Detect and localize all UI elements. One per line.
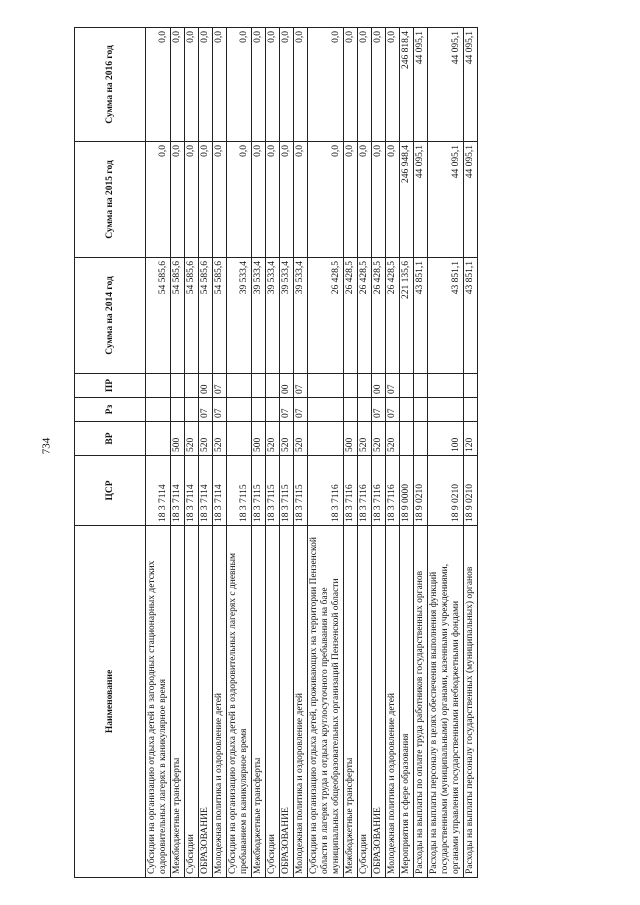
cell-name: Мероприятия в сфере образования (400, 526, 414, 878)
cell-sum-2014: 39 533,4 (266, 258, 280, 374)
cell-sum-2014: 54 585,6 (171, 258, 185, 374)
cell-rz (414, 398, 428, 422)
table-body (146, 28, 478, 878)
cell-rz (344, 398, 358, 422)
cell-rz (464, 398, 478, 422)
cell-name: ОБРАЗОВАНИЕ (199, 526, 213, 878)
cell-name: Субсидии (358, 526, 372, 878)
table-row (414, 28, 428, 878)
cell-name: Расходы на выплаты персоналу государственных (муниципальных) органов (464, 526, 478, 878)
cell-rz (171, 398, 185, 422)
cell-sum-2014: 26 428,5 (308, 258, 344, 374)
cell-vr: 520 (386, 422, 400, 456)
table-row (358, 28, 372, 878)
cell-rz: 07 (294, 398, 308, 422)
cell-name: Межбюджетные трансферты (252, 526, 266, 878)
cell-csr: 18 3 7115 (280, 456, 294, 526)
cell-name: Молодежная политика и оздоровление детей (294, 526, 308, 878)
cell-vr (400, 422, 414, 456)
cell-name: Молодежная политика и оздоровление детей (386, 526, 400, 878)
cell-sum-2014: 39 533,4 (252, 258, 266, 374)
cell-sum-2014: 39 533,4 (280, 258, 294, 374)
cell-sum-2016: 0,0 (280, 28, 294, 142)
cell-name: Субсидии на организацию отдыха детей в загородных стационарных детских оздоровительных лагерях в каникулярное время (146, 526, 171, 878)
cell-sum-2015: 0,0 (185, 142, 199, 258)
cell-rz: 07 (280, 398, 294, 422)
cell-csr: 18 9 0210 (464, 456, 478, 526)
cell-csr: 18 3 7115 (294, 456, 308, 526)
cell-pr: 07 (386, 374, 400, 398)
cell-sum-2014: 26 428,5 (358, 258, 372, 374)
budget-table (74, 27, 478, 878)
rotated-table-container (74, 28, 614, 878)
cell-csr: 18 3 7114 (199, 456, 213, 526)
table-row (308, 28, 344, 878)
cell-sum-2015: 0,0 (146, 142, 171, 258)
table-row (400, 28, 414, 878)
table-row (227, 28, 252, 878)
cell-sum-2014: 54 585,6 (185, 258, 199, 374)
cell-csr: 18 3 7114 (213, 456, 227, 526)
table-row (146, 28, 171, 878)
cell-rz: 07 (199, 398, 213, 422)
cell-vr: 500 (252, 422, 266, 456)
cell-sum-2015: 0,0 (252, 142, 266, 258)
table-row (428, 28, 464, 878)
page-number: 734 (40, 437, 53, 455)
cell-sum-2014: 54 585,6 (199, 258, 213, 374)
table-row (372, 28, 386, 878)
cell-vr: 520 (358, 422, 372, 456)
table-header-row (75, 28, 146, 878)
cell-sum-2016: 0,0 (308, 28, 344, 142)
cell-csr: 18 3 7114 (146, 456, 171, 526)
cell-vr (146, 422, 171, 456)
cell-sum-2016: 0,0 (252, 28, 266, 142)
cell-pr (252, 374, 266, 398)
cell-csr: 18 9 0210 (414, 456, 428, 526)
cell-pr (171, 374, 185, 398)
cell-name: Субсидии на организацию отдыха детей в оздоровительных лагерях с дневным пребыванием в каникулярное время (227, 526, 252, 878)
cell-name: ОБРАЗОВАНИЕ (280, 526, 294, 878)
cell-sum-2014: 26 428,5 (344, 258, 358, 374)
cell-vr (414, 422, 428, 456)
cell-pr: 07 (213, 374, 227, 398)
header-pr: ПР (75, 374, 146, 398)
cell-sum-2015: 0,0 (308, 142, 344, 258)
header-sum-2014: Сумма на 2014 год (75, 258, 146, 374)
cell-rz (227, 398, 252, 422)
cell-csr: 18 3 7116 (358, 456, 372, 526)
cell-sum-2015: 0,0 (386, 142, 400, 258)
cell-pr (185, 374, 199, 398)
cell-vr: 520 (199, 422, 213, 456)
cell-vr (227, 422, 252, 456)
cell-name: Субсидии (266, 526, 280, 878)
cell-sum-2015: 0,0 (266, 142, 280, 258)
cell-sum-2016: 0,0 (294, 28, 308, 142)
cell-rz (308, 398, 344, 422)
cell-vr (308, 422, 344, 456)
cell-csr: 18 3 7116 (386, 456, 400, 526)
header-vr: ВР (75, 422, 146, 456)
cell-pr (146, 374, 171, 398)
cell-sum-2016: 44 095,1 (464, 28, 478, 142)
cell-sum-2016: 0,0 (199, 28, 213, 142)
cell-sum-2015: 0,0 (213, 142, 227, 258)
cell-sum-2015: 44 095,1 (414, 142, 428, 258)
cell-sum-2016: 0,0 (358, 28, 372, 142)
cell-pr: 07 (294, 374, 308, 398)
cell-vr: 100 (428, 422, 464, 456)
cell-sum-2016: 0,0 (344, 28, 358, 142)
cell-sum-2014: 39 533,4 (294, 258, 308, 374)
cell-rz: 07 (213, 398, 227, 422)
cell-pr (344, 374, 358, 398)
cell-sum-2015: 0,0 (344, 142, 358, 258)
cell-sum-2015: 0,0 (372, 142, 386, 258)
cell-csr: 18 3 7116 (344, 456, 358, 526)
cell-pr (464, 374, 478, 398)
table-row (464, 28, 478, 878)
cell-sum-2016: 0,0 (372, 28, 386, 142)
cell-sum-2016: 0,0 (171, 28, 185, 142)
cell-pr (227, 374, 252, 398)
cell-csr: 18 3 7114 (185, 456, 199, 526)
cell-sum-2016: 44 095,1 (414, 28, 428, 142)
cell-sum-2015: 0,0 (227, 142, 252, 258)
cell-sum-2015: 44 095,1 (464, 142, 478, 258)
cell-csr: 18 3 7115 (252, 456, 266, 526)
cell-rz: 07 (372, 398, 386, 422)
cell-sum-2014: 26 428,5 (386, 258, 400, 374)
table-row (344, 28, 358, 878)
cell-sum-2015: 0,0 (280, 142, 294, 258)
cell-name: Межбюджетные трансферты (344, 526, 358, 878)
cell-vr: 520 (294, 422, 308, 456)
cell-pr: 00 (372, 374, 386, 398)
cell-sum-2015: 0,0 (171, 142, 185, 258)
cell-sum-2014: 43 851,1 (428, 258, 464, 374)
table-row (171, 28, 185, 878)
cell-rz (252, 398, 266, 422)
cell-name: Субсидии на организацию отдыха детей, проживающих на территории Пензенской области в лагерях труда и отдыха круглосуточного пребывания на базе муниципальных общеобразовательных организаций Пензенской области (308, 526, 344, 878)
cell-pr (428, 374, 464, 398)
cell-sum-2014: 39 533,4 (227, 258, 252, 374)
cell-rz: 07 (386, 398, 400, 422)
cell-name: ОБРАЗОВАНИЕ (372, 526, 386, 878)
cell-sum-2014: 221 135,6 (400, 258, 414, 374)
cell-pr (414, 374, 428, 398)
cell-sum-2014: 43 851,1 (464, 258, 478, 374)
cell-csr: 18 9 0000 (400, 456, 414, 526)
cell-vr: 500 (171, 422, 185, 456)
cell-vr: 120 (464, 422, 478, 456)
cell-csr: 18 3 7115 (266, 456, 280, 526)
cell-sum-2016: 246 818,4 (400, 28, 414, 142)
cell-sum-2014: 26 428,5 (372, 258, 386, 374)
cell-rz (266, 398, 280, 422)
cell-name: Субсидии (185, 526, 199, 878)
cell-sum-2016: 0,0 (386, 28, 400, 142)
header-csr: ЦСР (75, 456, 146, 526)
cell-rz (146, 398, 171, 422)
cell-rz (185, 398, 199, 422)
cell-sum-2015: 0,0 (294, 142, 308, 258)
cell-vr: 520 (372, 422, 386, 456)
cell-sum-2014: 54 585,6 (146, 258, 171, 374)
cell-csr: 18 3 7115 (227, 456, 252, 526)
table-row (280, 28, 294, 878)
cell-vr: 500 (344, 422, 358, 456)
cell-sum-2014: 54 585,6 (213, 258, 227, 374)
cell-sum-2015: 0,0 (199, 142, 213, 258)
header-sum-2015: Сумма на 2015 год (75, 142, 146, 258)
cell-sum-2014: 43 851,1 (414, 258, 428, 374)
cell-csr: 18 9 0210 (428, 456, 464, 526)
cell-vr: 520 (280, 422, 294, 456)
cell-name: Молодежная политика и оздоровление детей (213, 526, 227, 878)
cell-vr: 520 (266, 422, 280, 456)
table-row (386, 28, 400, 878)
header-name: Наименование (75, 526, 146, 878)
cell-rz (400, 398, 414, 422)
cell-sum-2016: 0,0 (227, 28, 252, 142)
cell-csr: 18 3 7116 (372, 456, 386, 526)
cell-pr: 00 (199, 374, 213, 398)
table-row (199, 28, 213, 878)
header-rz: Рз (75, 398, 146, 422)
cell-csr: 18 3 7114 (171, 456, 185, 526)
cell-sum-2015: 44 095,1 (428, 142, 464, 258)
cell-sum-2016: 44 095,1 (428, 28, 464, 142)
cell-rz (358, 398, 372, 422)
cell-vr: 520 (185, 422, 199, 456)
cell-sum-2016: 0,0 (185, 28, 199, 142)
cell-rz (428, 398, 464, 422)
cell-name: Расходы на выплаты по оплате труда работников государственных органов (414, 526, 428, 878)
cell-name: Расходы на выплаты персоналу в целях обеспечения выполнения функций государственными (муниципальными) органами, казенными учреждениями, органами управления государственными внебюджетными фондами (428, 526, 464, 878)
cell-sum-2015: 0,0 (358, 142, 372, 258)
header-sum-2016: Сумма на 2016 год (75, 28, 146, 142)
cell-sum-2016: 0,0 (266, 28, 280, 142)
cell-sum-2015: 246 948,4 (400, 142, 414, 258)
cell-sum-2016: 0,0 (146, 28, 171, 142)
cell-csr: 18 3 7116 (308, 456, 344, 526)
cell-pr (266, 374, 280, 398)
cell-name: Межбюджетные трансферты (171, 526, 185, 878)
cell-pr (358, 374, 372, 398)
table-row (266, 28, 280, 878)
cell-pr (308, 374, 344, 398)
cell-sum-2016: 0,0 (213, 28, 227, 142)
table-row (185, 28, 199, 878)
cell-pr: 00 (280, 374, 294, 398)
table-row (213, 28, 227, 878)
table-row (252, 28, 266, 878)
table-row (294, 28, 308, 878)
cell-pr (400, 374, 414, 398)
cell-vr: 520 (213, 422, 227, 456)
